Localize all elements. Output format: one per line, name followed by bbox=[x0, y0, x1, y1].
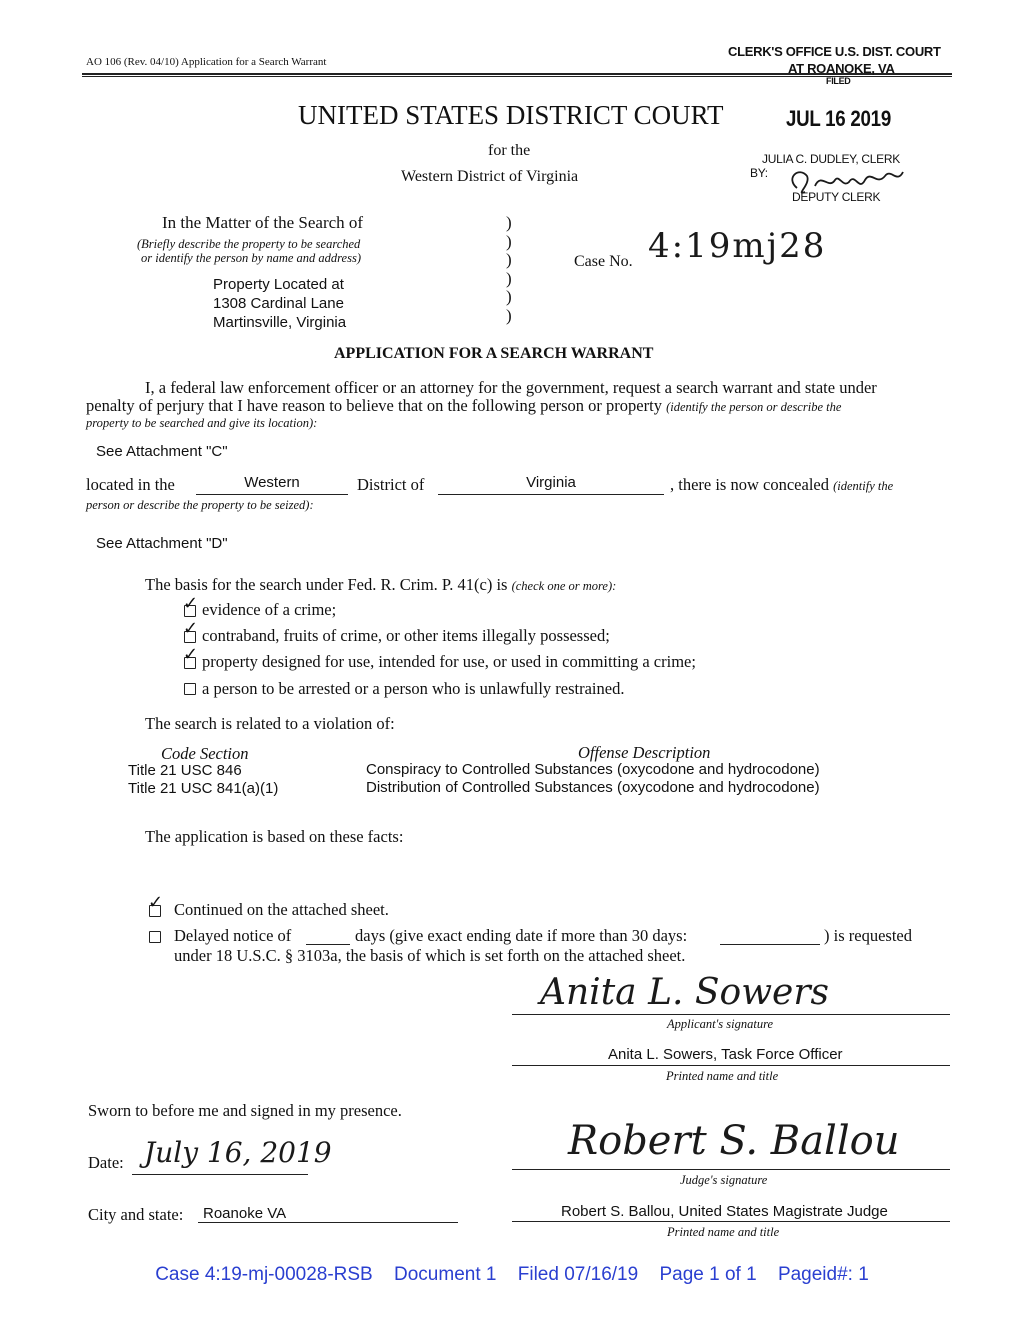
delayed-notice-line2: under 18 U.S.C. § 3103a, the basis of which is set forth on the attached sheet. bbox=[174, 946, 686, 965]
matter-instruction-1: (Briefly describe the property to be searched bbox=[137, 237, 361, 251]
basis-intro-text: The basis for the search under Fed. R. Crim. P. 41(c) is bbox=[145, 575, 508, 594]
clerk-stamp-line1: CLERK'S OFFICE U.S. DIST. COURT bbox=[728, 44, 941, 59]
judge-printed-label: Printed name and title bbox=[667, 1225, 780, 1239]
violation-offense-2: Distribution of Controlled Substances (oxycodone and hydrocodone) bbox=[366, 779, 820, 796]
state-field: Virginia bbox=[438, 474, 664, 495]
intro-line-2-italic: (identify the person or describe the bbox=[666, 400, 842, 414]
violation-code-2: Title 21 USC 841(a)(1) bbox=[128, 780, 279, 797]
delayed-notice-checkbox[interactable] bbox=[149, 931, 161, 943]
delayed-days-field[interactable] bbox=[306, 944, 350, 945]
check-mark-icon: ✓ bbox=[183, 593, 199, 614]
applicant-printed-line bbox=[512, 1065, 950, 1066]
delayed-notice-b: days (give exact ending date if more than 30 days: bbox=[355, 926, 688, 945]
delayed-end-date-field[interactable] bbox=[720, 944, 820, 945]
clerk-stamp-date: JUL 16 2019 bbox=[786, 106, 891, 131]
deputy-clerk-signature bbox=[785, 158, 915, 208]
applicant-signature-label: Applicant's signature bbox=[667, 1017, 774, 1031]
person-describe-italic: person or describe the property to be seized): bbox=[86, 498, 314, 512]
delayed-notice-a: Delayed notice of bbox=[174, 926, 292, 945]
matter-heading: In the Matter of the Search of bbox=[162, 213, 364, 232]
footer-document: Document 1 bbox=[394, 1264, 497, 1285]
footer-pageid: Pageid#: 1 bbox=[777, 1264, 869, 1285]
basis-intro-italic: (check one or more): bbox=[511, 579, 617, 593]
judge-signature: Robert S. Ballou bbox=[568, 1118, 900, 1164]
judge-printed-name: Robert S. Ballou, United States Magistrate Judge bbox=[561, 1203, 888, 1220]
footer-page: Page 1 of 1 bbox=[659, 1264, 757, 1285]
violation-code-1: Title 21 USC 846 bbox=[128, 762, 242, 779]
intro-line-1: I, a federal law enforcement officer or an attorney for the government, request a search warrant and state under bbox=[145, 378, 877, 397]
property-line-1: Property Located at bbox=[213, 276, 344, 293]
basis-item-person: a person to be arrested or a person who is unlawfully restrained. bbox=[202, 679, 625, 698]
check-mark-icon: ✓ bbox=[183, 618, 199, 639]
facts-intro: The application is based on these facts: bbox=[145, 827, 404, 846]
basis-item-contraband: contraband, fruits of crime, or other items illegally possessed; bbox=[202, 626, 610, 645]
attachment-c: See Attachment "C" bbox=[96, 443, 228, 460]
form-id: AO 106 (Rev. 04/10) Application for a Search Warrant bbox=[86, 56, 327, 68]
city-state-label: City and state: bbox=[88, 1205, 184, 1224]
concealed-italic: (identify the bbox=[833, 479, 894, 493]
property-line-3: Martinsville, Virginia bbox=[213, 314, 347, 331]
deputy-clerk-label: DEPUTY CLERK bbox=[792, 190, 881, 204]
date-handwritten: July 16, 2019 bbox=[144, 1136, 332, 1169]
applicant-printed-label: Printed name and title bbox=[666, 1069, 779, 1083]
city-state-line bbox=[198, 1222, 458, 1223]
offense-description-header: Offense Description bbox=[578, 743, 711, 762]
attachment-d: See Attachment "D" bbox=[96, 535, 228, 552]
court-title: UNITED STATES DISTRICT COURT bbox=[298, 100, 724, 130]
basis-item-property: property designed for use, intended for use, or used in committing a crime; bbox=[202, 652, 696, 671]
court-for-the: for the bbox=[488, 142, 531, 159]
concealed-text: , there is now concealed bbox=[670, 475, 829, 494]
city-state-value: Roanoke VA bbox=[203, 1205, 287, 1222]
basis-checkbox-person[interactable] bbox=[184, 683, 196, 695]
sworn-statement: Sworn to before me and signed in my presence. bbox=[88, 1101, 402, 1120]
check-mark-icon: ✓ bbox=[183, 644, 199, 665]
applicant-signature: Anita L. Sowers bbox=[540, 972, 830, 1013]
intro-line-3: property to be searched and give its location): bbox=[86, 416, 318, 430]
concealed-label bbox=[670, 475, 893, 495]
court-district: Western District of Virginia bbox=[401, 168, 579, 185]
judge-signature-label: Judge's signature bbox=[680, 1173, 768, 1187]
basis-intro bbox=[145, 575, 616, 595]
footer-filed: Filed 07/16/19 bbox=[517, 1264, 639, 1285]
delayed-notice-c: ) is requested bbox=[824, 926, 912, 945]
intro-line-2 bbox=[86, 396, 841, 416]
date-label: Date: bbox=[88, 1153, 124, 1172]
district-of-label: District of bbox=[357, 475, 425, 494]
district-field: Western bbox=[196, 474, 348, 495]
case-number-label: Case No. bbox=[574, 253, 633, 270]
clerk-stamp-line2: AT ROANOKE, VA bbox=[788, 61, 895, 76]
application-title: APPLICATION FOR A SEARCH WARRANT bbox=[334, 345, 654, 362]
intro-line-2-text: penalty of perjury that I have reason to believe that on the following person or property bbox=[86, 396, 662, 415]
clerk-stamp-filed: FILED bbox=[826, 76, 851, 84]
caption-parentheses: ) ) ) ) ) ) bbox=[506, 213, 512, 325]
code-section-header: Code Section bbox=[161, 744, 249, 763]
footer-case: Case 4:19-mj-00028-RSB bbox=[155, 1264, 373, 1285]
date-line bbox=[132, 1174, 308, 1175]
filing-footer bbox=[0, 1264, 1024, 1286]
violation-offense-1: Conspiracy to Controlled Substances (oxycodone and hydrocodone) bbox=[366, 761, 820, 778]
matter-instruction-2: or identify the person by name and address) bbox=[141, 251, 361, 265]
judge-printed-line bbox=[512, 1221, 950, 1222]
violation-intro: The search is related to a violation of: bbox=[145, 714, 395, 733]
applicant-signature-line bbox=[512, 1014, 950, 1015]
clerk-name: JULIA C. DUDLEY, CLERK bbox=[762, 152, 900, 166]
header-rule-bottom bbox=[82, 76, 952, 77]
applicant-printed-name: Anita L. Sowers, Task Force Officer bbox=[608, 1046, 843, 1063]
located-in-label: located in the bbox=[86, 475, 175, 494]
clerk-by-label: BY: bbox=[750, 166, 768, 180]
case-number-handwritten: 4:19mj28 bbox=[648, 226, 827, 266]
check-mark-icon: ✓ bbox=[148, 892, 164, 913]
property-line-2: 1308 Cardinal Lane bbox=[213, 295, 344, 312]
continued-label: Continued on the attached sheet. bbox=[174, 900, 389, 919]
judge-signature-line bbox=[512, 1169, 950, 1170]
basis-item-evidence: evidence of a crime; bbox=[202, 600, 337, 619]
